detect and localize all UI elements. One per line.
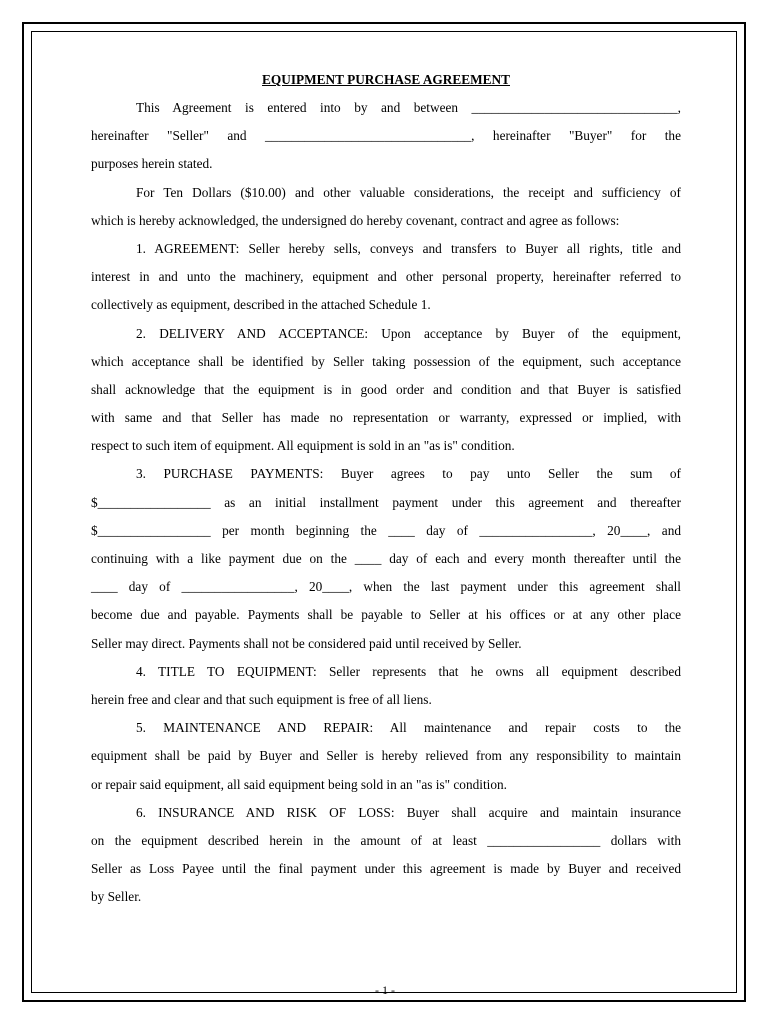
text-line: hereinafter "Seller" and _______________________________, hereinafter "Buyer" for the: [91, 128, 681, 144]
text-line: with same and that Seller has made no representation or warranty, expressed or implied, with: [91, 410, 681, 426]
text-line: herein free and clear and that such equipment is free of all liens.: [91, 691, 432, 707]
text-line: become due and payable. Payments shall be payable to Seller at his offices or at any other place: [91, 607, 681, 623]
text-line: This Agreement is entered into by and between _______________________________,: [136, 100, 681, 115]
text-line: ____ day of _________________, 20____, when the last payment under this agreement shall: [91, 579, 681, 595]
text-line: which is hereby acknowledged, the undersigned do hereby covenant, contract and agree as follows:: [91, 212, 620, 228]
text-line: 3. PURCHASE PAYMENTS: Buyer agrees to pay unto Seller the sum of: [136, 466, 681, 482]
text-line: For Ten Dollars ($10.00) and other valuable considerations, the receipt and sufficiency of: [136, 184, 681, 200]
text-line: which acceptance shall be identified by Seller taking possession of the equipment, such acceptance: [91, 353, 681, 369]
text-line: Seller as Loss Payee until the final payment under this agreement is made by Buyer and received: [91, 861, 681, 877]
text-line: 2. DELIVERY AND ACCEPTANCE: Upon acceptance by Buyer of the equipment,: [136, 325, 681, 341]
page-number: - 1 -: [375, 983, 395, 997]
text-line: 1. AGREEMENT: Seller hereby sells, conveys and transfers to Buyer all rights, title and: [136, 240, 681, 256]
text-line: equipment shall be paid by Buyer and Seller is hereby relieved from any responsibility to maintain: [91, 748, 681, 764]
text-line: Seller may direct. Payments shall not be considered paid until received by Seller.: [91, 635, 522, 651]
document-title: EQUIPMENT PURCHASE AGREEMENT: [262, 72, 510, 87]
document-body: [91, 70, 681, 915]
text-line: 5. MAINTENANCE AND REPAIR: All maintenance and repair costs to the: [136, 720, 681, 736]
text-line: collectively as equipment, described in the attached Schedule 1.: [91, 297, 431, 313]
text-line: on the equipment described herein in the amount of at least _________________ dollars with: [91, 832, 681, 848]
text-line: $_________________ per month beginning the ____ day of _________________, 20____, and: [91, 522, 681, 538]
text-line: $_________________ as an initial installment payment under this agreement and thereafter: [91, 494, 681, 510]
text-line: continuing with a like payment due on the ____ day of each and every month thereafter until the: [91, 551, 681, 566]
text-line: shall acknowledge that the equipment is in good order and condition and that Buyer is satisfied: [91, 381, 681, 397]
text-line: interest in and unto the machinery, equipment and other personal property, hereinafter referred to: [91, 269, 681, 285]
text-line: 4. TITLE TO EQUIPMENT: Seller represents that he owns all equipment described: [136, 663, 681, 679]
text-line: purposes herein stated.: [91, 156, 213, 172]
text-line: by Seller.: [91, 889, 142, 905]
document-text: [91, 98, 681, 915]
text-line: 6. INSURANCE AND RISK OF LOSS: Buyer shall acquire and maintain insurance: [136, 804, 681, 820]
text-line: respect to such item of equipment. All equipment is sold in an "as is" condition.: [91, 438, 515, 454]
text-line: or repair said equipment, all said equipment being sold in an "as is" condition.: [91, 776, 507, 792]
